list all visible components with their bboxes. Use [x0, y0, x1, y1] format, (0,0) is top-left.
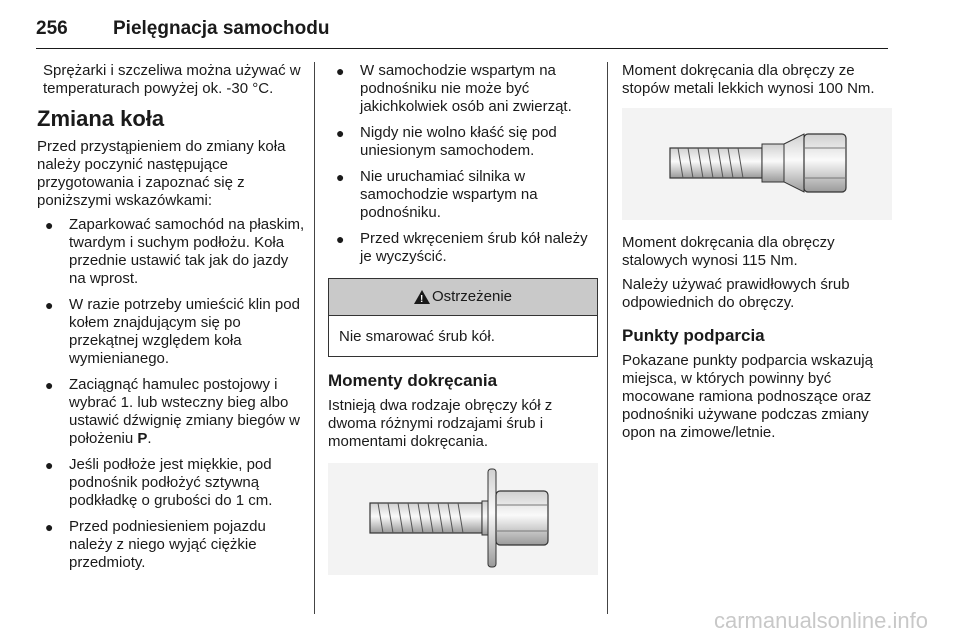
list-item: [328, 62, 598, 116]
list-item: [37, 456, 305, 510]
column-middle: [328, 62, 598, 575]
list-item-text: W samochodzie wspartym na podnośniku nie może być jakichkolwiek osób ani zwierząt.: [360, 62, 572, 115]
bullet-icon: ●: [45, 457, 54, 473]
list-item-text: Zaparkować samochód na płaskim, twardym i suchym podłożu. Koła przednie ustawić tak jak do jazdy na wprost.: [69, 216, 305, 287]
support-points-paragraph: Pokazane punkty podparcia wskazują miejsca, w których powinny być mocowane ramiona podnoszące oraz podnośniki używane podczas zmiany opon na zimowe/letnie.: [622, 352, 873, 441]
bullet-icon: ●: [336, 169, 345, 185]
list-item: [37, 376, 305, 448]
section-heading-torque: Momenty dokręcania: [328, 371, 498, 390]
preparation-list: [37, 216, 305, 572]
intro-paragraph: Sprężarki i szczeliwa można używać w temperaturach powyżej ok. -30 °C.: [43, 62, 301, 97]
list-item-text: Przed podniesieniem pojazdu należy z niego wyjąć ciężkie przedmioty.: [69, 518, 266, 571]
warning-triangle-icon: [414, 290, 430, 304]
list-item: [37, 296, 305, 368]
column-divider: [607, 62, 608, 614]
list-item-text: Jeśli podłoże jest miękkie, pod podnośnik podłożyć sztywną podkładkę o grubości do 1 cm.: [69, 456, 273, 509]
list-item-text: Nie uruchamiać silnika w samochodzie wspartym na podnośniku.: [360, 168, 538, 221]
page-number: 256: [36, 18, 68, 39]
safety-list: [328, 62, 598, 266]
bolt-advice-paragraph: Należy używać prawidłowych śrub odpowiednich do obręczy.: [622, 276, 850, 311]
list-item-text: Zaciągnąć hamulec postojowy i wybrać 1. lub wsteczny bieg albo ustawić dźwignię zmiany biegów w położeniu: [69, 376, 300, 447]
torque-paragraph: Istnieją dwa rodzaje obręczy kół z dwoma różnymi rodzajami śrub i momentami dokręcania.: [328, 397, 553, 450]
watermark: carmanualsonline.info: [713, 608, 928, 633]
gear-letter: P: [137, 430, 148, 447]
list-item: [328, 230, 598, 266]
alloy-wheel-bolt-illustration: [622, 108, 892, 220]
list-item-text: Nigdy nie wolno kłaść się pod uniesionym samochodem.: [360, 124, 557, 159]
warning-title: Ostrzeżenie: [431, 288, 513, 305]
list-item-text: Przed wkręceniem śrub kół należy je wyczyścić.: [360, 230, 588, 265]
list-item: [37, 216, 305, 288]
section-heading-support-points: Punkty podparcia: [622, 326, 765, 345]
steel-wheel-bolt-illustration: [328, 463, 598, 575]
bullet-icon: ●: [45, 377, 54, 393]
column-right: [622, 62, 892, 448]
list-item: [37, 518, 305, 572]
lead-paragraph: Przed przystąpieniem do zmiany koła należy poczynić następujące przygotowania i zapoznać się z poniższymi wskazówkami:: [37, 138, 286, 209]
alloy-torque-paragraph: Moment dokręcania dla obręczy ze stopów metali lekkich wynosi 100 Nm.: [622, 62, 875, 97]
list-item: [328, 124, 598, 160]
steel-torque-paragraph: Moment dokręcania dla obręczy stalowych wynosi 115 Nm.: [622, 234, 835, 269]
alloy-bolt-icon: [622, 108, 884, 220]
list-item: [328, 168, 598, 222]
bullet-icon: ●: [45, 297, 54, 313]
bullet-icon: ●: [336, 125, 345, 141]
wheel-bolt-icon: [328, 463, 598, 575]
warning-box: [328, 278, 598, 357]
column-left: [37, 62, 305, 580]
warning-text: Nie smarować śrub kół.: [339, 328, 495, 345]
bullet-icon: ●: [336, 231, 345, 247]
column-divider: [314, 62, 315, 614]
bullet-icon: ●: [45, 217, 54, 233]
bullet-icon: ●: [45, 519, 54, 535]
bullet-icon: ●: [336, 63, 345, 79]
section-heading-wheel-change: Zmiana koła: [37, 106, 165, 131]
gear-suffix: .: [147, 430, 152, 447]
page-title: Pielęgnacja samochodu: [113, 18, 330, 39]
warning-header: [329, 279, 597, 316]
page-header: [36, 8, 888, 49]
list-item-text: W razie potrzeby umieścić klin pod kołem znajdującym się po przekątnej względem koła wymienianego.: [69, 296, 300, 367]
